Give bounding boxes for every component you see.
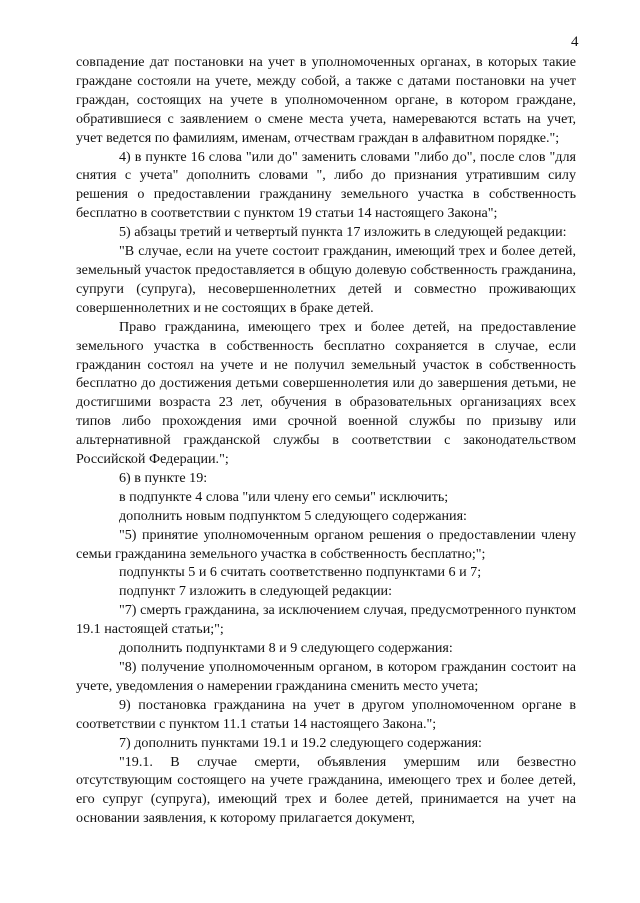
- paragraph: 6) в пункте 19:: [119, 469, 208, 486]
- paragraph: "7) смерть гражданина, за исключением случая, предусмотренного пунктом 19.1 настоящей статьи;";: [76, 602, 576, 638]
- paragraph: "В случае, если на учете состоит гражданин, имеющий трех и более детей, земельный участок предоставляется в общую долевую собственность гражданина, супруги (супруга), несовершеннолетних детей и совместно проживающих совершеннолетних и не состоящих в браке детей.: [76, 243, 576, 316]
- paragraph: Право гражданина, имеющего трех и более детей, на предоставление земельного участка в собственность бесплатно сохраняется в случае, если гражданин состоял на учете и не получил земельный участок в собственность бесплатно до достижения детьми совершеннолетия или до завершения детьми, не достигшими возраста 23 лет, обучения в образовательных организациях всех типов либо прохождения ими срочной военной службы по призыву или альтернативной гражданской службы в соответствии с законодательством Российской Федерации.";: [76, 318, 576, 468]
- paragraph: "8) получение уполномоченным органом, в котором гражданин состоит на учете, уведомления о намерении гражданина сменить место учета;: [76, 659, 576, 694]
- paragraph: "19.1. В случае смерти, объявления умершим или безвестно отсутствующим состоящего на учете гражданина, имеющего трех и более детей, его супруг (супруга), имеющий трех и более детей, принимается на учет на основании заявления, к которому прилагается документ,: [76, 753, 576, 827]
- paragraph: 9) постановка гражданина на учет в другом уполномоченном органе в соответствии с пунктом 11.1 статьи 14 настоящего Закона.";: [76, 696, 576, 732]
- paragraph: "5) принятие уполномоченным органом решения о предоставлении члену семьи гражданина земельного участка в собственность бесплатно;";: [76, 526, 576, 562]
- paragraph: дополнить подпунктами 8 и 9 следующего содержания:: [119, 640, 453, 657]
- paragraph: в подпункте 4 слова "или члену его семьи" исключить;: [119, 488, 449, 505]
- paragraph: дополнить новым подпунктом 5 следующего содержания:: [119, 507, 467, 524]
- page-number: 4: [571, 34, 579, 50]
- paragraph: 5) абзацы третий и четвертый пункта 17 изложить в следующей редакции:: [119, 224, 567, 241]
- document-body: [76, 53, 576, 828]
- paragraph: подпункты 5 и 6 считать соответственно подпунктами 6 и 7;: [119, 564, 482, 581]
- paragraph: совпадение дат постановки на учет в уполномоченных органах, в которых такие граждане состояли на учете, между собой, а также с датами постановки на учет граждан, состоящих на учете в уполномоченном органе, в котором граждане, обратившиеся с заявлением о смене места учета, намереваются встать на учет, учет ведется по фамилиям, именам, отчествам граждан в алфавитном порядке.";: [76, 54, 576, 146]
- paragraph: подпункт 7 изложить в следующей редакции:: [119, 583, 393, 600]
- paragraph: 7) дополнить пунктами 19.1 и 19.2 следующего содержания:: [119, 734, 482, 751]
- paragraph: 4) в пункте 16 слова "или до" заменить словами "либо до", после слов "для снятия с учета" дополнить словами ", либо до признания утратившим силу решения о предоставлении гражданину земельного участка в собственность бесплатно в соответствии с пунктом 19 статьи 14 настоящего Закона";: [76, 148, 576, 222]
